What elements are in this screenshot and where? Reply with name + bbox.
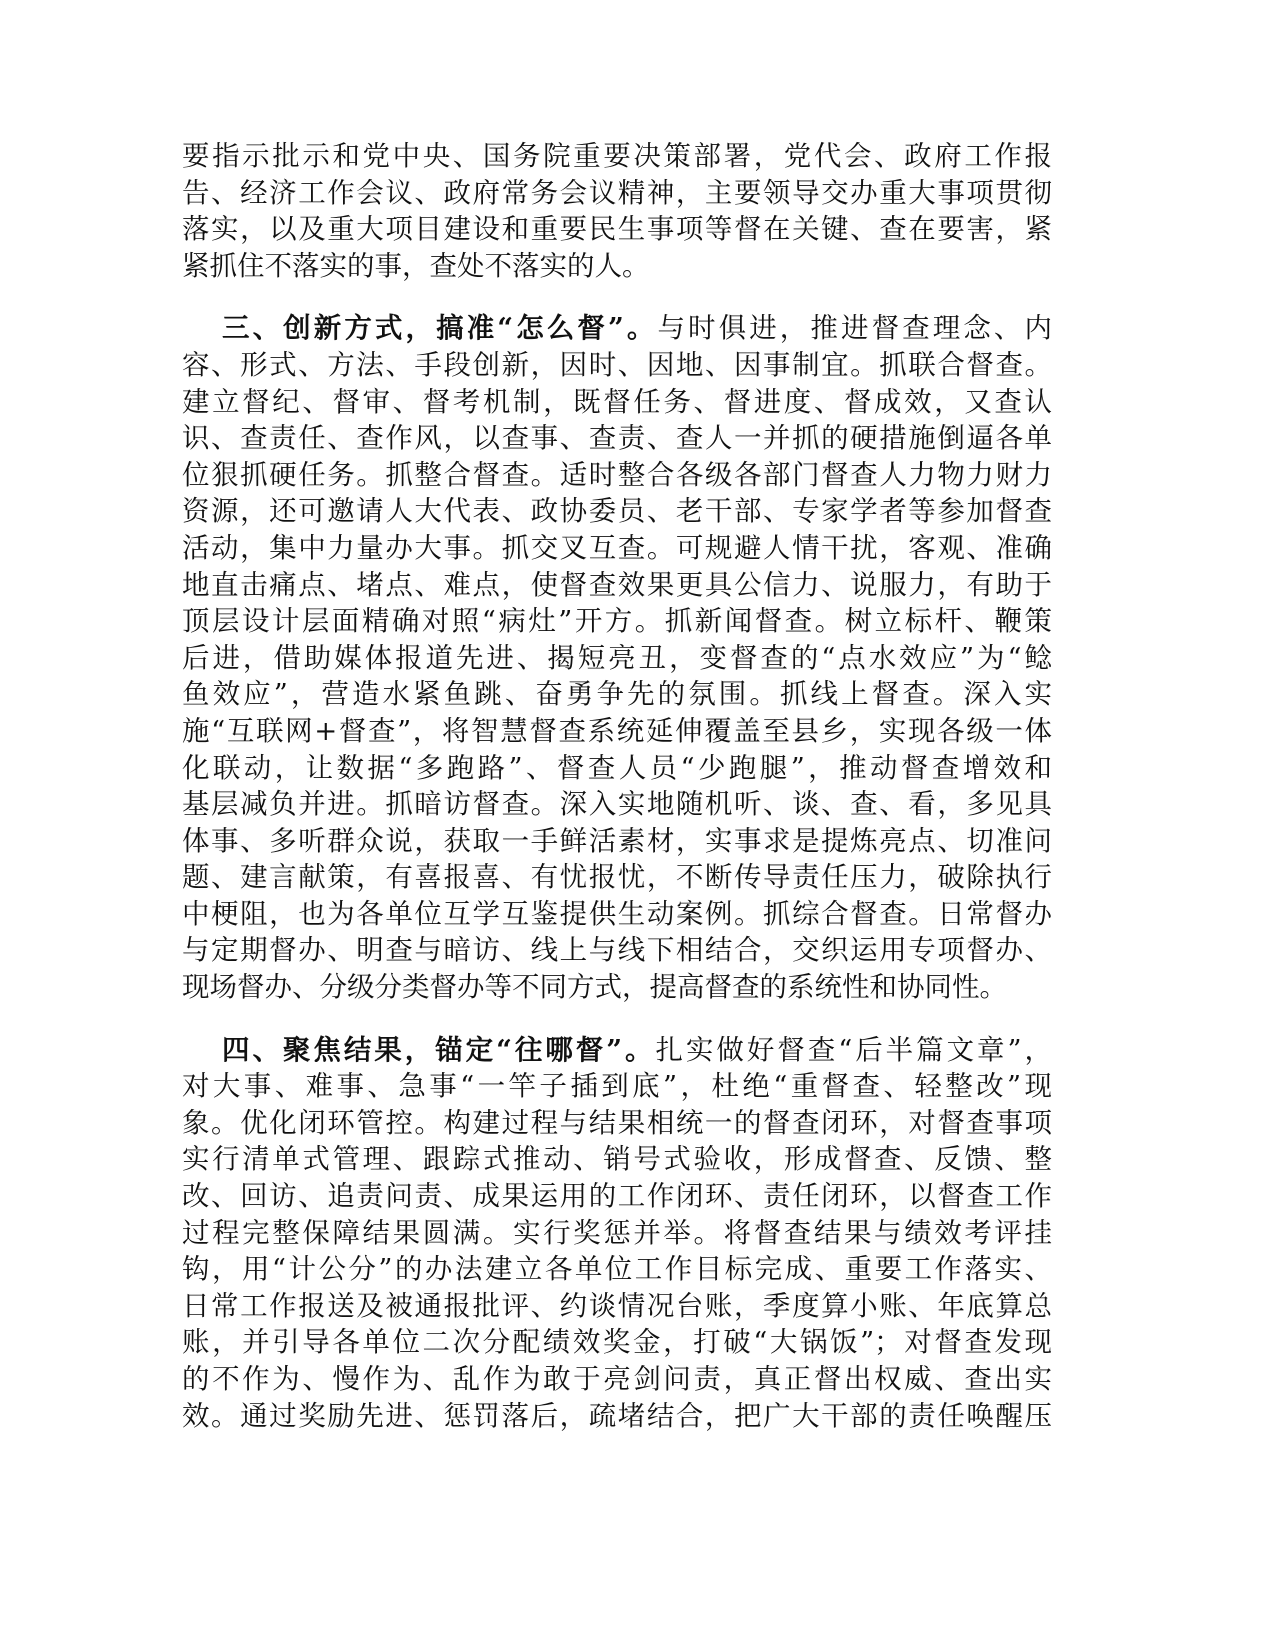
document-page: [182, 138, 1052, 1434]
text-line: 活动，集中力量办大事。抓交叉互查。可规避人情干扰，客观、准确: [182, 531, 1052, 564]
text-line: 中梗阻，也为各单位互学互鉴提供生动案例。抓综合督查。日常督办: [182, 897, 1052, 930]
text-line: 实行清单式管理、跟踪式推动、销号式验收，形成督查、反馈、整: [182, 1143, 1052, 1176]
text-line: 建立督纪、督审、督考机制，既督任务、督进度、督成效，又查认: [182, 385, 1052, 418]
paragraph-section-4: [182, 1032, 1052, 1435]
text-line: 要指示批示和党中央、国务院重要决策部署，党代会、政府工作报: [182, 140, 1052, 172]
text-line: 现场督办、分级分类督办等不同方式，提高督查的系统性和协同性。: [182, 971, 1007, 1004]
text-line: 象。优化闭环管控。构建过程与结果相统一的督查闭环，对督查事项: [182, 1106, 1052, 1139]
text-line: 日常工作报送及被通报批评、约谈情况台账，季度算小账、年底算总: [182, 1289, 1052, 1322]
text-line: 对大事、难事、急事“一竿子插到底”，杜绝“重督查、轻整改”现: [182, 1070, 1052, 1103]
text-line: 基层减负并进。抓暗访督查。深入实地随机听、谈、查、看，多见具: [182, 788, 1052, 821]
text-line: 施“互联网+督查”，将智慧督查系统延伸覆盖至县乡，实现各级一体: [182, 714, 1052, 747]
text-line: 体事、多听群众说，获取一手鲜活素材，实事求是提炼亮点、切准问: [182, 824, 1052, 857]
text-line: 后进，借助媒体报道先进、揭短亮丑，变督查的“点水效应”为“鲶: [182, 641, 1052, 674]
text-line: 位狠抓硬任务。抓整合督查。适时整合各级各部门督查人力物力财力: [182, 458, 1052, 491]
text-line: 资源，还可邀请人大代表、政协委员、老干部、专家学者等参加督查: [182, 495, 1052, 528]
text-line: 的不作为、慢作为、乱作为敢于亮剑问责，真正督出权威、查出实: [182, 1363, 1052, 1395]
text-line: 顶层设计层面精确对照“病灶”开方。抓新闻督查。树立标杆、鞭策: [182, 605, 1052, 638]
section-heading: 三、创新方式，搞准“怎么督”。: [222, 312, 658, 345]
text-line: 账，并引导各单位二次分配绩效奖金，打破“大锅饭”；对督查发现: [182, 1326, 1052, 1359]
text-line: 效。通过奖励先进、惩罚落后，疏堵结合，把广大干部的责任唤醒压: [182, 1399, 1052, 1432]
section-first-line: [182, 310, 1052, 347]
text-line: 改、回访、追责问责、成果运用的工作闭环、责任闭环，以督查工作: [182, 1180, 1052, 1213]
paragraph-1: [182, 138, 1052, 284]
text-line: 与定期督办、明查与暗访、线上与线下相结合，交织运用专项督办、: [182, 934, 1052, 967]
text-line: 容、形式、方法、手段创新，因时、因地、因事制宜。抓联合督查。: [182, 348, 1052, 381]
text-line: 地直击痛点、堵点、难点，使督查效果更具公信力、说服力，有助于: [182, 568, 1052, 601]
text-line: 识、查责任、查作风，以查事、查责、查人一并抓的硬措施倒逼各单: [182, 422, 1052, 455]
section-heading: 四、聚焦结果，锚定“往哪督”。: [222, 1033, 656, 1066]
text-line: 过程完整保障结果圆满。实行奖惩并举。将督查结果与绩效考评挂: [182, 1216, 1052, 1249]
text-line: 紧抓住不落实的事，查处不落实的人。: [182, 249, 650, 282]
section-first-line: [182, 1032, 1052, 1069]
text-line: 钩，用“计公分”的办法建立各单位工作目标完成、重要工作落实、: [182, 1253, 1052, 1286]
paragraph-section-3: [182, 310, 1052, 1005]
text-line: 告、经济工作会议、政府常务会议精神，主要领导交办重大事项贯彻: [182, 176, 1052, 209]
section-first-line-text: 与时俱进，推进督查理念、内: [657, 312, 1053, 345]
section-first-line-text: 扎实做好督查“后半篇文章”，: [655, 1033, 1052, 1066]
text-line: 化联动，让数据“多跑路”、督查人员“少跑腿”，推动督查增效和: [182, 751, 1052, 784]
text-line: 鱼效应”，营造水紧鱼跳、奋勇争先的氛围。抓线上督查。深入实: [182, 678, 1052, 711]
text-line: 落实，以及重大项目建设和重要民生事项等督在关键、查在要害，紧: [182, 213, 1052, 246]
text-line: 题、建言献策，有喜报喜、有忧报忧，不断传导责任压力，破除执行: [182, 861, 1052, 894]
